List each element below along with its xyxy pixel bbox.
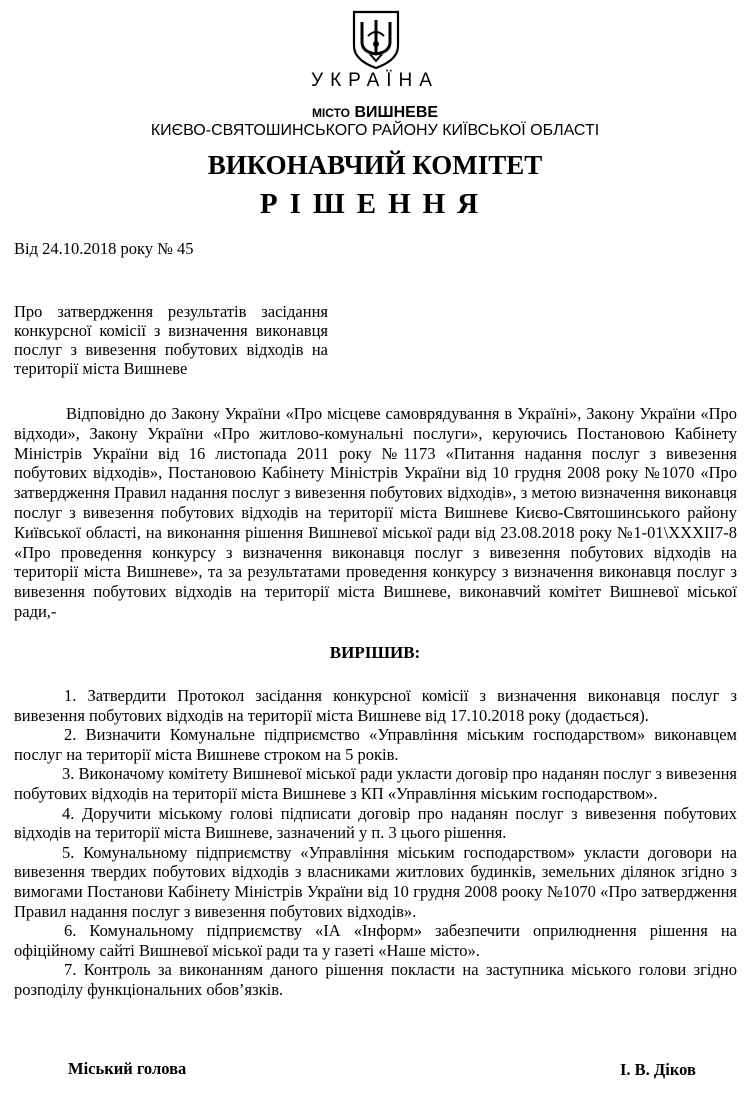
resolved-heading: ВИРІШИВ: [329,643,421,662]
resolution-item: 5. Комунальному підприємству «Управління міським господарством» укласти договори на вивезення твердих побутових відходів з власниками житлових будинків, земельних ділянок згідно з вимогами Постанови Кабінету Міністрів України від 10 грудня 2008 рооку №1070 «Про затвердження Правил надання послуг з вивезення побутових відходів». [14,842,737,921]
district-name: КИЄВО-СВЯТОШИНСЬКОГО РАЙОНУ КИЇВСЬКОЇ ОБЛАСТІ [150,122,600,139]
preamble-paragraph: Відповідно до Закону України «Про місцеве самоврядування в Україні», Закону України «Про відходи», Закону України «Про житлово-комунальні послуги», керуючись Постановою Кабінету Міністрів України від 16 листопада 2011 року №1173 «Питання надання послуг з вивезення побутових відходів», Постановою Кабінету Міністрів України від 10 грудня 2008 року №1070 «Про затвердження Правил надання послуг з вивезення побутових відходів», з метою визначення виконавця послуг з вивезення побутових відходів на території міста Вишневе Києво-Святошинського району Київської області, на виконання рішення Вишневої міської ради від 23.08.2018 року №1-01\XXXII7-8 «Про проведення конкурсу з визначення виконавця послуг з вивезення побутових відходів на території міста Вишневе», та за результатами проведення конкурсу з визначення виконавця послуг з вивезення побутових відходів на території міста Вишневе, виконавчий комітет Вишневої міської ради,- [14,404,737,621]
document-subject: Про затвердження результатів засідання конкурсної комісії з визначення виконавця послуг з вивезення побутових відходів на території міста Вишневе [14,302,328,378]
coat-of-arms-icon [348,8,404,72]
committee-title: ВИКОНАВЧИЙ КОМІТЕТ [207,150,543,180]
resolution-items [14,686,737,1000]
resolution-item: 6. Комунальному підприємству «ІА «Інформ» забезпечити оприлюднення рішення на офіційному сайті Вишневої міської ради та у газеті «Наше місто». [14,921,737,960]
city-prefix: МІСТО [311,106,350,120]
resolution-item: 1. Затвердити Протокол засідання конкурсної комісії з визначення виконавця послуг з вивезення побутових відходів на території міста Вишневе від 17.10.2018 року (додається). [14,686,737,725]
resolution-item: 4. Доручити міському голові підписати договір про наданян послуг з вивезення побутових відходів на території міста Вишневе, зазначений у п. 3 цього рішення. [14,803,737,843]
resolution-item: 7. Контроль за виконанням даного рішення покласти на заступника міського голови згідно розподілу функціональних обов’язків. [14,960,737,999]
signature-title: Міський голова [68,1059,187,1078]
country-name: УКРАЇНА [311,70,439,91]
document-date: Від 24.10.2018 року № 45 [14,239,194,258]
resolution-item: 2. Визначити Комунальне підприємство «Управління міським господарством» виконавцем послуг на території міста Вишневе строком на 5 років. [14,725,737,764]
document-type: РІШЕННЯ [259,188,491,220]
signature-name: І. В. Діков [620,1060,696,1079]
city-title: ВИШНЕВЕ [354,104,439,121]
resolution-item: 3. Виконачому комітету Вишневої міської ради укласти договір про наданян послуг з вивезення побутових відходів на території міста Вишневе з КП «Управління міським господарством». [14,764,737,803]
city-name [0,104,750,122]
